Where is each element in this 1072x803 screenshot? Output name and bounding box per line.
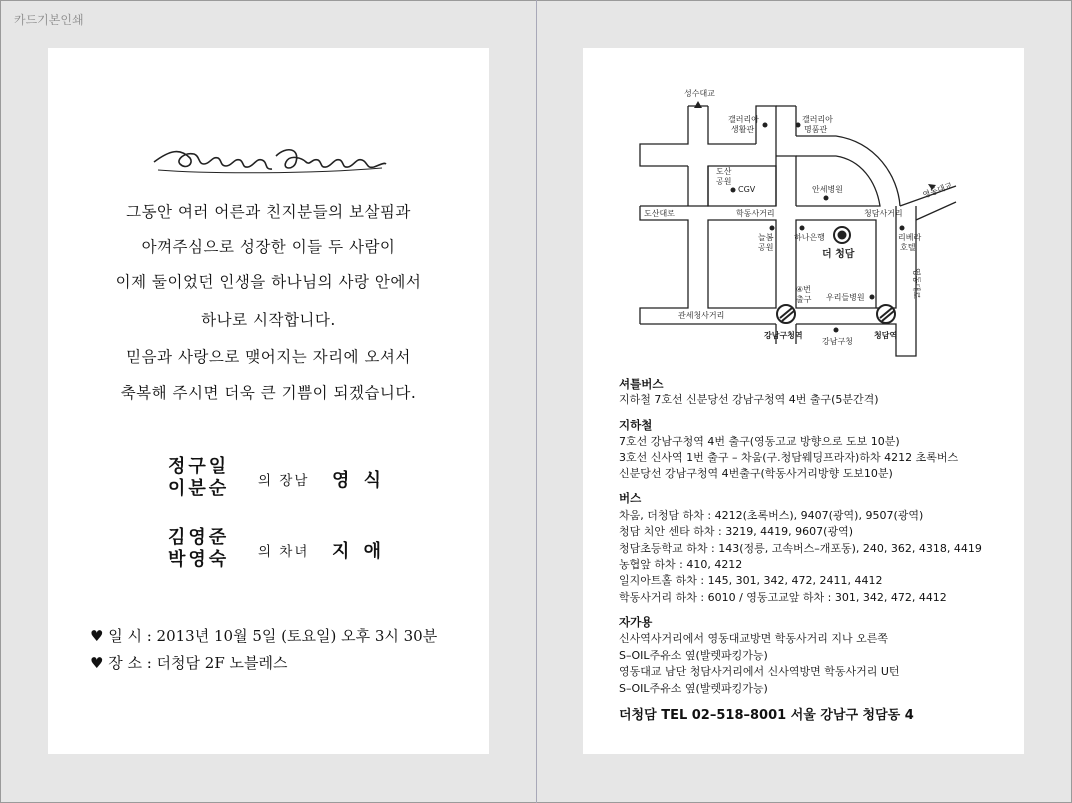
groom-parents [168,456,229,500]
map-label-neulbom2: 공원 [758,243,774,252]
verse-line-1: 그동안 여러 어른과 친지분들의 보살핌과 [126,203,411,221]
map-label-seongsu: 성수대교 [684,89,715,98]
groom-mother: 이분순 [168,478,230,499]
svg-text:Wedding Invitation: Wedding Invitation [150,140,160,141]
map-label-exit4a: ④번 [796,285,811,294]
shuttle-line-1: 지하철 7호선 신분당선 강남구청역 4번 출구(5분간격) [619,393,879,406]
car-title: 자가용 [619,615,653,629]
map-label-exit4b: 출구 [796,295,812,304]
map-label-dosandaero: 도산대로 [644,209,675,218]
bride-mother: 박영숙 [168,549,230,570]
map-label-galleria2b: 명품관 [804,125,828,134]
map-label-cgv: CGV [738,185,756,194]
bus-line-1: 차움, 더청담 하차 : 4212(초록버스), 9407(광역), 9507(광역) [619,509,924,522]
map-label-cheongdam-int: 청담사거리 [864,209,903,218]
page-label: 카드기본인쇄 [14,13,84,27]
map-label-gangnamgu-office: 강남구청 [822,337,853,346]
location-map [636,86,954,360]
map-label-neulbom1: 늘봄 [758,233,774,242]
map-label-anse: 안세병원 [812,185,843,194]
verse-line-6: 축복해 주시면 더욱 큰 기쁨이 되겠습니다. [120,384,417,402]
bus-line-5: 일지아트홀 하차 : 145, 301, 342, 472, 2411, 4412 [619,574,883,587]
car-line-4: S–OIL주유소 옆(발렛파킹가능) [619,682,768,695]
shuttle-title: 셔틀버스 [619,377,664,391]
map-label-yeongdong-bridge: 영동대교 [921,180,954,200]
place-line: ♥ 장 소 : 더청담 2F 노블레스 [90,654,288,672]
bride-name: 지 애 [332,541,386,562]
car-line-3: 영동대교 남단 청담사거리에서 신사역방면 학동사거리 U턴 [619,665,900,678]
date-line: ♥ 일 시 : 2013년 10월 5일 (토요일) 오후 3시 30분 [90,627,438,645]
venue-contact: 더청담 TEL 02–518–8001 서울 강남구 청담동 4 [619,708,914,723]
verse-line-4: 하나로 시작합니다. [201,311,336,329]
map-label-woori: 우리들병원 [826,293,865,302]
map-label-gangnamgu-station: 강남구청역 [764,331,803,340]
map-label-galleria2: 갤러리아 [802,115,833,124]
book-spine [536,0,537,803]
map-label-dosan2: 공원 [716,177,732,186]
bus-line-3: 청담초등학교 하차 : 143(정릉, 고속버스–개포동), 240, 362, 4318, 4419 [619,542,982,555]
subway-title: 지하철 [619,418,653,432]
map-label-riviera1: 리베라 [898,233,922,242]
bus-line-4: 농협앞 하차 : 410, 4212 [619,558,743,571]
map-label-gwanse: 관세청사거리 [678,311,725,320]
bus-line-6: 학동사거리 하차 : 6010 / 영동고교앞 하차 : 301, 342, 472, 4412 [619,591,947,604]
groom-name: 영 식 [332,470,386,491]
map-label-galleria1: 갤러리아 [728,115,759,124]
wedding-invitation-script [150,140,390,180]
car-line-1: 신사역사거리에서 영동대교방면 학동사거리 지나 오른쪽 [619,632,889,645]
groom-relation: 의 장남 [258,473,310,489]
verse-line-2: 아껴주심으로 성장한 이들 두 사람이 [141,238,396,256]
map-label-venue: 더 청담 [822,249,855,260]
map-label-riviera2: 호텔 [900,243,916,252]
bride-father: 김영준 [168,527,230,548]
map-label-hana: 하나은행 [794,233,825,242]
car-line-2: S–OIL주유소 옆(발렛파킹가능) [619,649,768,662]
map-label-yeongdongdaero: 영동대로 [912,268,921,299]
bus-title: 버스 [619,491,642,505]
bride-relation: 의 차녀 [258,544,310,560]
bride-parents [168,527,229,571]
map-label-galleria1b: 생활관 [731,125,755,134]
map-label-dosan1: 도산 [716,167,732,176]
subway-line-2: 3호선 신사역 1번 출구 – 차움(구.청담웨딩프라자)하차 4212 초록버스 [619,451,959,464]
subway-line-1: 7호선 강남구청역 4번 출구(영동고교 방향으로 도보 10분) [619,435,900,448]
verse-line-5: 믿음과 사랑으로 맺어지는 자리에 오셔서 [126,348,411,366]
groom-father: 정구일 [168,456,230,477]
bus-line-2: 청담 치안 센타 하차 : 3219, 4419, 9607(광역) [619,525,853,538]
verse-line-3: 이제 둘이었던 인생을 하나님의 사랑 안에서 [115,273,422,291]
subway-line-3: 신분당선 강남구청역 4번출구(학동사거리방향 도보10분) [619,467,893,480]
map-label-cheongdam-station: 청담역 [874,331,898,340]
map-label-hakdong: 학동사거리 [736,209,775,218]
